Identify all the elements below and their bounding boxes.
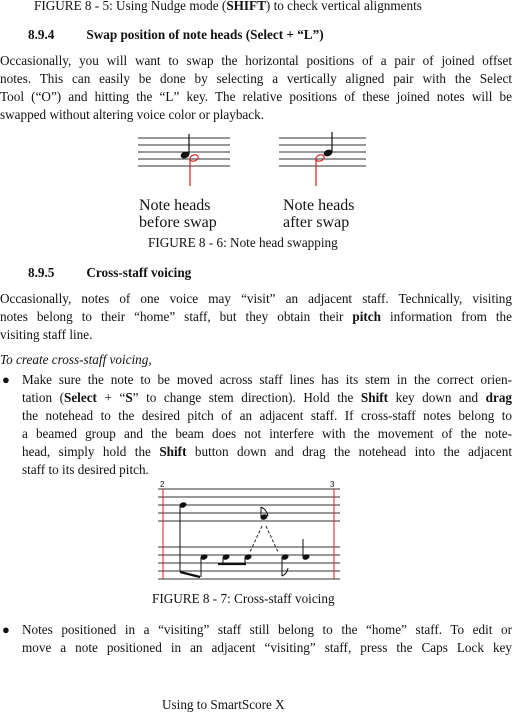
section-title: Cross-staff voicing [86, 265, 192, 280]
note-swap-figure [0, 130, 512, 190]
text-run: information from the [380, 309, 512, 324]
bullet-line: Make sure the note to be moved across staff lines has its stem in the correct orien- [22, 372, 512, 387]
howto-heading: To create cross-staff voicing, [0, 352, 152, 367]
text-run-bold: Select [63, 390, 97, 405]
bullet-dot: ● [2, 372, 10, 387]
label-before-swap [139, 197, 217, 231]
paragraph-line: swapped without altering voice color or playback. [0, 107, 265, 122]
label-before-line1: Note heads [139, 197, 211, 214]
paragraph-line: notes. This can easily be done by selecting a vertically aligned pair with the Select [0, 71, 512, 86]
text-run: + “ [96, 390, 126, 405]
text-run-bold: Shift [159, 444, 187, 459]
beam [180, 572, 200, 577]
text-run: button down and drag the notehead into the adjacent [186, 444, 512, 459]
section-heading-8-9-5 [28, 265, 191, 281]
text-run: notes belong to their “home” staff, but they obtain their [0, 309, 353, 324]
bullet-dot: ● [2, 622, 10, 637]
text-run: head, simply hold the [22, 444, 160, 459]
bullet-line: a beamed group and the beam does not interfere with the movement of the note- [22, 426, 512, 441]
bullet-line: move a note positioned in an adjacent “visiting” staff, press the Caps Lock key [22, 640, 512, 655]
text-run: key down and [388, 390, 486, 405]
text-run-bold: drag [485, 390, 512, 405]
text-run-bold: pitch [352, 309, 381, 324]
section-heading-8-9-4 [28, 27, 324, 43]
paragraph-line: visiting staff line. [0, 327, 93, 342]
staff-after-swap [279, 138, 366, 166]
caption-text-pre: FIGURE 8 - 5: Using Nudge mode ( [34, 0, 227, 13]
bullet-line [22, 443, 512, 461]
paragraph-line [0, 308, 512, 326]
page-footer: Using to SmartScore X [162, 697, 285, 712]
text-run: tation ( [22, 390, 64, 405]
text-run-bold: Shift [360, 390, 389, 405]
cross-staff-figure [0, 484, 512, 584]
section-number: 8.9.5 [28, 265, 55, 280]
paragraph-line: Occasionally, you will want to swap the horizontal positions of a pair of joined offset [0, 53, 512, 68]
bullet-line: the notehead to the desired pitch of an adjacent staff. If cross-staff notes belong to [22, 408, 512, 423]
label-after-swap [283, 197, 355, 231]
label-after-line1: Note heads [283, 197, 355, 214]
label-before-line2: before swap [139, 214, 217, 231]
bullet-line [22, 389, 512, 407]
bullet-line: Notes positioned in a “visiting” staff still belong to the “home” staff. To edit or [22, 622, 512, 637]
figure-8-6-caption: FIGURE 8 - 6: Note head swapping [148, 235, 338, 250]
figure-8-7-caption: FIGURE 8 - 7: Cross-staff voicing [152, 591, 335, 606]
text-run: ” to change stem direction). Hold the [132, 390, 361, 405]
note-flag [282, 568, 288, 576]
figure-8-5-caption [34, 0, 422, 14]
label-after-line2: after swap [283, 214, 350, 231]
section-title: Swap position of note heads (Select + “L”) [86, 27, 324, 42]
caption-text-bold: SHIFT [226, 0, 266, 13]
caption-text-post: ) to check vertical alignments [265, 0, 422, 13]
section-number: 8.9.4 [28, 27, 55, 42]
measure-number-end: 3 [330, 480, 335, 489]
bullet-line: staff to its desired pitch. [22, 462, 149, 477]
dashed-guide [250, 526, 262, 552]
paragraph-line: Occasionally, notes of one voice may “visit” an adjacent staff. Technically, visiting [0, 291, 512, 306]
measure-number-start: 2 [160, 480, 165, 489]
text-run-bold: S [125, 390, 133, 405]
paragraph-line: Tool (“O”) and hitting the “L” key. The relative positions of these joined notes will be [0, 89, 512, 104]
dashed-guide [266, 526, 278, 552]
